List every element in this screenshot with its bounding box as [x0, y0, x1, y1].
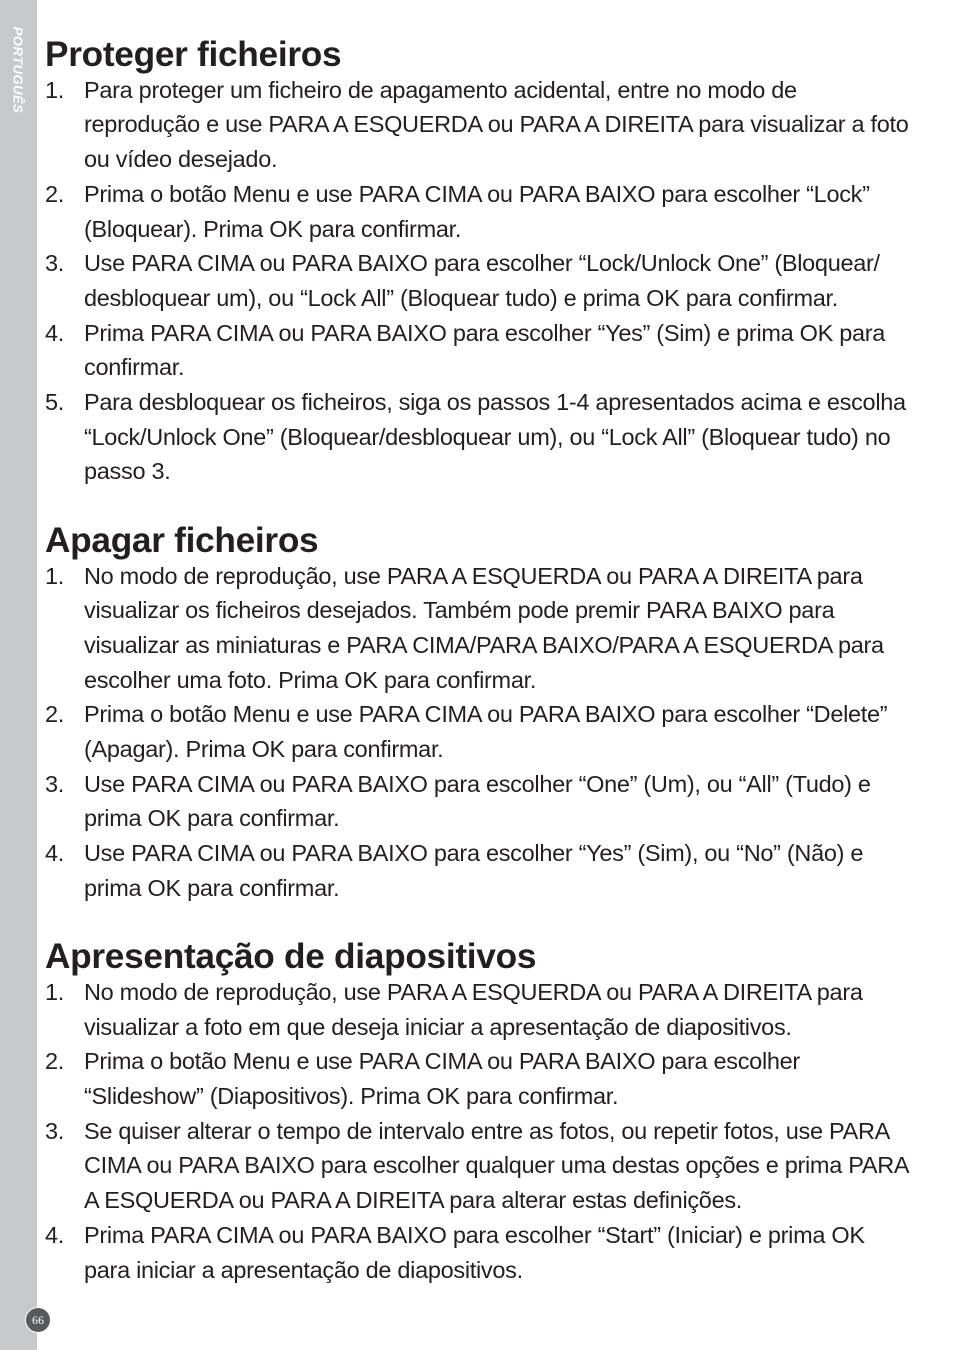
step-number: 3.	[45, 250, 64, 277]
step-number: 2.	[45, 1048, 64, 1075]
step-number: 3.	[45, 1117, 64, 1144]
section-protect-files	[45, 35, 915, 489]
language-label: PORTUGUÊS	[10, 26, 26, 114]
step-item	[45, 836, 915, 905]
step-text: Para desbloquear os ficheiros, siga os passos 1-4 apresentados acima e escolha “Lock/Unlock One” (Bloquear/desbloquear um), ou “Lock All” (Bloquear tudo) no passo 3.	[84, 389, 906, 485]
step-item	[45, 1114, 915, 1218]
step-item	[45, 177, 915, 246]
step-number: 3.	[45, 770, 64, 797]
step-item	[45, 73, 915, 177]
step-text: Use PARA CIMA ou PARA BAIXO para escolher “Lock/Unlock One” (Bloquear/ desbloquear um), ou “Lock All” (Bloquear tudo) e prima OK para confirmar.	[84, 250, 880, 311]
step-number: 4.	[45, 1221, 64, 1248]
step-text: No modo de reprodução, use PARA A ESQUERDA ou PARA A DIREITA para visualizar a foto em que deseja iniciar a apresentação de diapositivos.	[84, 978, 863, 1040]
step-item	[45, 559, 915, 698]
step-text: Se quiser alterar o tempo de intervalo entre as fotos, ou repetir fotos, use PARA CIMA ou PARA BAIXO para escolher qualquer uma destas opções e prima PARA A ESQUERDA ou PARA A DIREITA para alterar estas definições.	[84, 1117, 908, 1214]
step-number: 2.	[45, 180, 64, 207]
step-text: Use PARA CIMA ou PARA BAIXO para escolher “One” (Um), ou “All” (Tudo) e prima OK para confirmar.	[84, 770, 871, 832]
step-list	[45, 73, 915, 489]
section-slideshow	[45, 937, 915, 1287]
step-text: Prima o botão Menu e use PARA CIMA ou PARA BAIXO para escolher “Slideshow” (Diapositivos). Prima OK para confirmar.	[84, 1048, 800, 1110]
step-text: Prima PARA CIMA ou PARA BAIXO para escolher “Start” (Iniciar) e prima OK para iniciar a apresentação de diapositivos.	[84, 1221, 865, 1283]
step-number: 5.	[45, 389, 64, 416]
step-item	[45, 1218, 915, 1287]
step-list	[45, 975, 915, 1287]
step-list	[45, 559, 915, 906]
step-number: 4.	[45, 840, 64, 867]
section-title: Apagar ficheiros	[45, 520, 319, 560]
step-item	[45, 316, 915, 385]
step-text: Prima o botão Menu e use PARA CIMA ou PARA BAIXO para escolher “Delete” (Apagar). Prima OK para confirmar.	[84, 701, 888, 763]
step-text: No modo de reprodução, use PARA A ESQUERDA ou PARA A DIREITA para visualizar os ficheiros desejados. Também pode premir PARA BAIXO para visualizar as miniaturas e PARA CIMA/PARA BAIXO/PARA A ESQUERDA para escolher uma foto. Prima OK para confirmar.	[84, 562, 884, 693]
section-delete-files	[45, 520, 915, 906]
step-item	[45, 975, 915, 1044]
step-item	[45, 697, 915, 766]
step-text: Prima PARA CIMA ou PARA BAIXO para escolher “Yes” (Sim) e prima OK para confirmar.	[84, 319, 886, 381]
step-text: Use PARA CIMA ou PARA BAIXO para escolher “Yes” (Sim), ou “No” (Não) e prima OK para confirmar.	[84, 840, 864, 901]
step-item	[45, 767, 915, 836]
step-number: 4.	[45, 319, 64, 346]
step-number: 1.	[45, 562, 64, 589]
step-number: 2.	[45, 701, 64, 728]
section-title: Apresentação de diapositivos	[45, 937, 537, 977]
step-item	[45, 385, 915, 489]
language-side-tab	[0, 0, 37, 1350]
step-text: Prima o botão Menu e use PARA CIMA ou PARA BAIXO para escolher “Lock” (Bloquear). Prima OK para confirmar.	[84, 180, 870, 242]
step-number: 1.	[45, 978, 64, 1005]
page-number-badge: 66	[25, 1307, 51, 1333]
step-text: Para proteger um ficheiro de apagamento acidental, entre no modo de reprodução e use PARA A ESQUERDA ou PARA A DIREITA para visualizar a foto ou vídeo desejado.	[84, 76, 909, 173]
step-item	[45, 1044, 915, 1113]
step-number: 1.	[45, 76, 64, 103]
step-item	[45, 246, 915, 315]
section-title: Proteger ficheiros	[45, 35, 342, 74]
manual-page-content	[45, 35, 915, 1322]
